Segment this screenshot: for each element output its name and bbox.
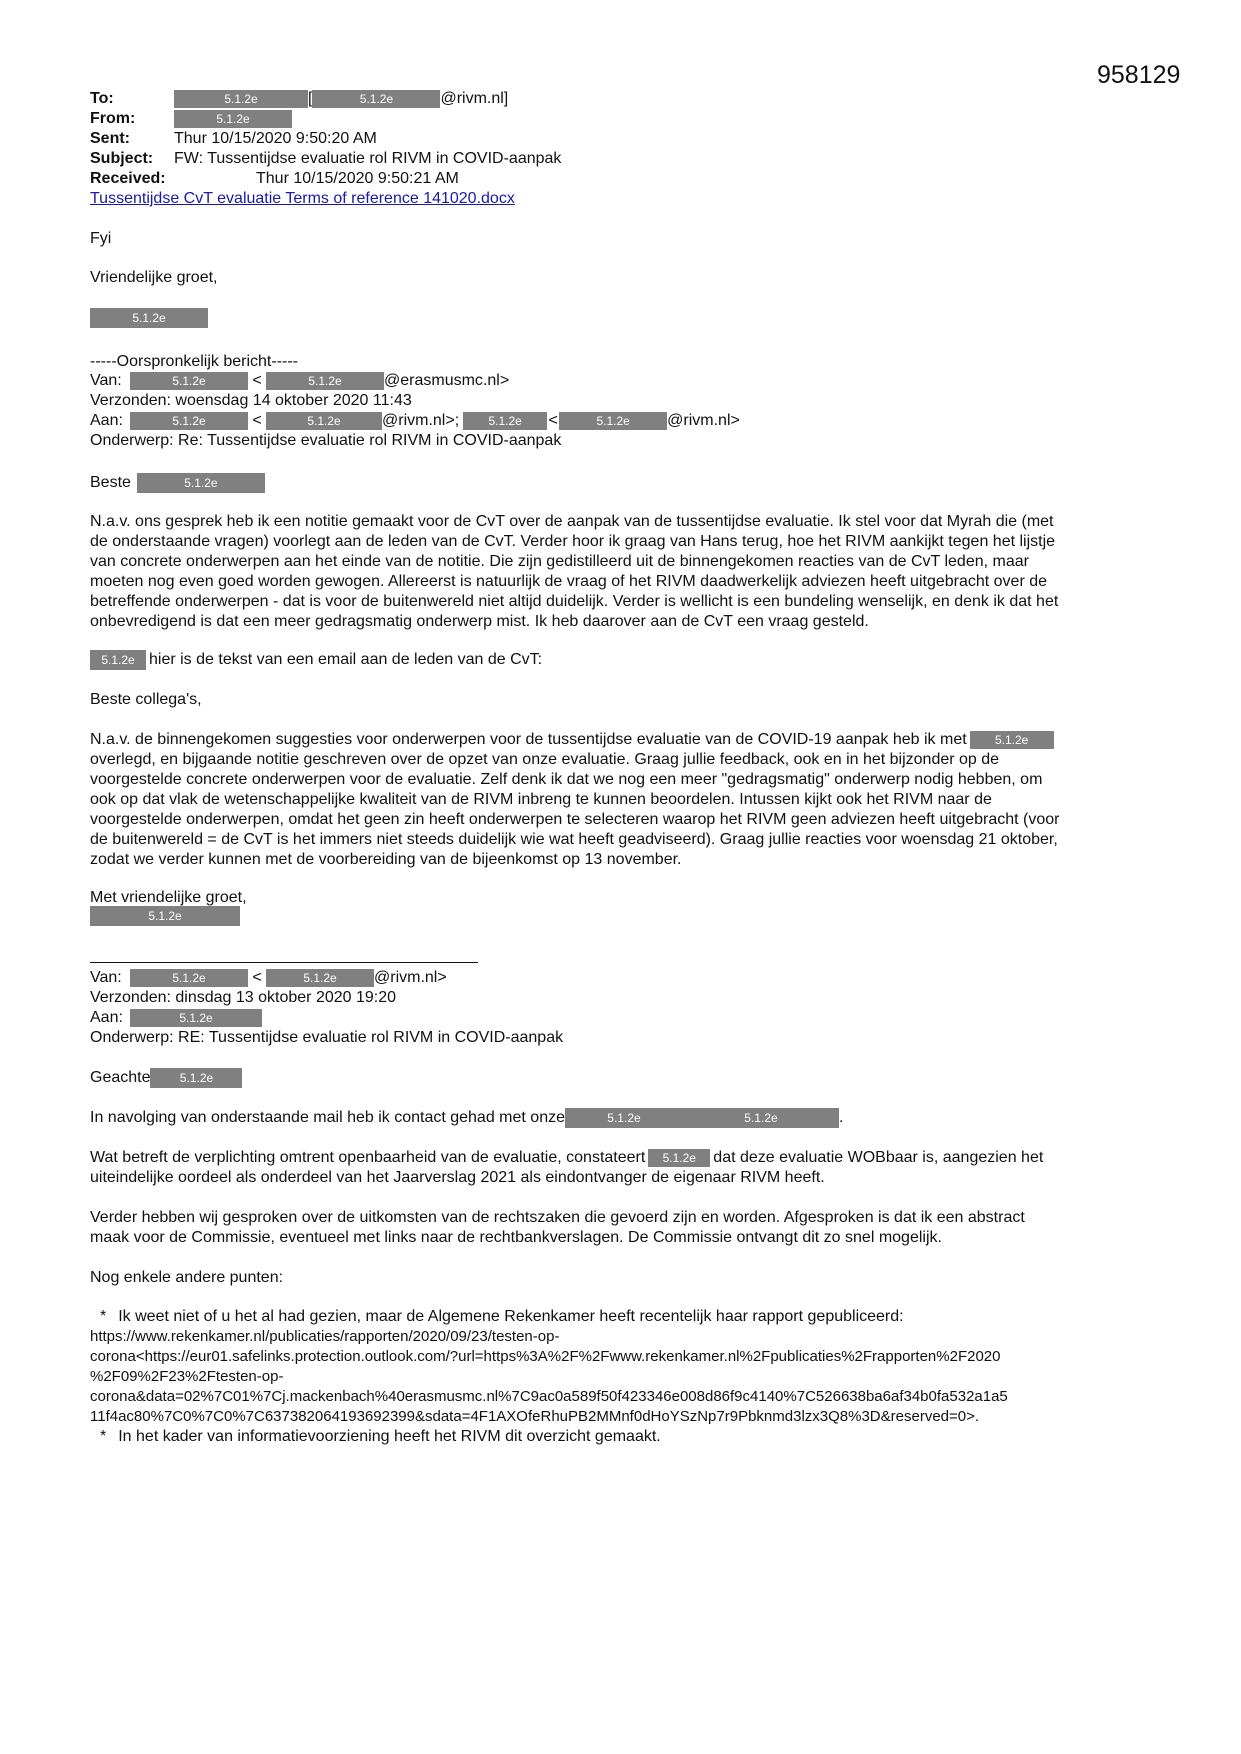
- msg1-van-row: [90, 371, 1150, 391]
- bullet-item-1: [100, 1307, 904, 1327]
- lt: <: [252, 412, 262, 429]
- msg1-onderwerp: Onderwerp: Re: Tussentijdse evaluatie rol RIVM in COVID-aanpak: [90, 432, 562, 449]
- msg2-salutation-row: [90, 1068, 1150, 1088]
- url-line[interactable]: https://www.rekenkamer.nl/publicaties/rapporten/2020/09/23/testen-op-: [90, 1328, 560, 1345]
- redaction: 5.1.2e: [174, 90, 308, 108]
- contact-row: [90, 1108, 1150, 1128]
- msg2-paragraph-1: [90, 1148, 1155, 1188]
- closing-text: Met vriendelijke groet,: [90, 889, 247, 906]
- body-line: Verder hebben wij gesproken over de uitkomsten van de rechtszaken die gevoerd zijn en worden. Afgesproken is dat ik een abstract: [90, 1209, 1025, 1226]
- header-received-row: [90, 169, 1150, 189]
- body-line: onbevredigend is dat een meer gedragsmatig onderwerp mist. Ik heb daarover aan de CvT een vraag gesteld.: [90, 613, 869, 630]
- lt: <: [252, 969, 262, 986]
- redaction: 5.1.2e: [174, 110, 292, 128]
- lt: <: [252, 372, 262, 389]
- redaction: 5.1.2e: [130, 412, 248, 430]
- other-points: Nog enkele andere punten:: [90, 1269, 284, 1286]
- email-intro: hier is de tekst van een email aan de leden van de CvT:: [149, 651, 543, 669]
- body-line: moeten nog even goed worden gewogen. Allereerst is natuurlijk de vraag of het RIVM daadwerkelijk adviezen heeft uitgebracht over de: [90, 573, 1048, 590]
- bullet-mark: *: [100, 1308, 107, 1325]
- body-line: dat deze evaluatie WOBbaar is, aangezien het: [713, 1149, 1044, 1166]
- email-body-paragraph: [90, 730, 1155, 870]
- redaction: 5.1.2e: [130, 372, 248, 390]
- body-line: betreffende onderwerpen - dat is voor de buitenwereld niet altijd duidelijk. Verder is wellicht is een bundeling wenselijk, en denk ik dat het: [90, 593, 1059, 610]
- redaction: 5.1.2e: [266, 412, 382, 430]
- msg2-aan-row: [90, 1008, 1150, 1028]
- attachment-row: [90, 189, 1150, 209]
- van-label: Van:: [90, 969, 122, 986]
- redaction: 5.1.2e: [137, 473, 265, 493]
- document-id: 958129: [1097, 61, 1181, 89]
- body-line: voorgestelde onderwerpen, omdat het geen zin heeft onderwerpen te selecteren waarop het RIVM geen adviezen heeft uitgebracht (voor: [90, 811, 1060, 828]
- body-line: N.a.v. ons gesprek heb ik een notitie gemaakt voor de CvT over de aanpak van de tussentijdse evaluatie. Ik stel voor dat Myrah die (met: [90, 513, 1054, 530]
- msg2-van-row: [90, 968, 1150, 988]
- body-line: de buitenwereld = de CvT is het immers niet steeds duidelijk wie wat heeft geadviseerd). Graag jullie reacties voor woensdag 21 oktober,: [90, 831, 1058, 848]
- body-line: N.a.v. de binnengekomen suggesties voor onderwerpen voor de tussentijdse evaluatie van de COVID-19 aanpak heb ik met: [90, 731, 967, 748]
- msg2-onderwerp: Onderwerp: RE: Tussentijdse evaluatie rol RIVM in COVID-aanpak: [90, 1029, 564, 1046]
- msg1-aan-row: [90, 411, 1150, 431]
- redaction: 5.1.2e: [90, 650, 146, 670]
- period: .: [838, 1109, 844, 1127]
- closing-signature: [90, 906, 1150, 926]
- sent-value: Thur 10/15/2020 9:50:20 AM: [174, 130, 377, 147]
- subject-label: Subject:: [90, 150, 154, 167]
- bullet-item-2: [100, 1427, 661, 1447]
- redaction: 5.1.2e: [559, 412, 667, 430]
- salutation: Beste: [90, 474, 131, 492]
- colleagues-greeting: Beste collega's,: [90, 691, 202, 708]
- url-line[interactable]: corona<https://eur01.safelinks.protection.outlook.com/?url=https%3A%2F%2Fwww.rekenkamer.nl%2Fpublicaties%2Frapporten%2F2020: [90, 1348, 1001, 1365]
- url-line[interactable]: corona&data=02%7C01%7Cj.mackenbach%40erasmusmc.nl%7C9ac0a589f50f423346e008d86f9c4140%7C526638ba6af34b0fa532a1a5: [90, 1388, 1008, 1405]
- msg2-verzonden: Verzonden: dinsdag 13 oktober 2020 19:20: [90, 989, 397, 1006]
- bullet-mark: *: [100, 1428, 107, 1445]
- to-suffix: @rivm.nl]: [440, 90, 509, 107]
- fyi-text: Fyi: [90, 230, 112, 247]
- header-sent-row: [90, 129, 1150, 149]
- url-line[interactable]: 11f4ac80%7C0%7C0%7C637382064193692399&sdata=4F1AXOfeRhuPB2MMnf0dHoYSzNp7r9Pbknmd3lzx3Q8%3D&reserved=0>.: [90, 1408, 980, 1425]
- body-line: voorgestelde concrete onderwerpen voor de evaluatie. Zelf denk ik dat we nog een meer "gedragsmatig" onderwerp nodig hebben, om: [90, 771, 1043, 788]
- redaction: 5.1.2e: [970, 731, 1054, 749]
- van-label: Van:: [90, 372, 122, 389]
- salutation: Geachte: [90, 1069, 151, 1087]
- signature-row: [90, 308, 1150, 328]
- body-line: zodat we verder kunnen met de voorbereiding van de bijeenkomst op 13 november.: [90, 851, 682, 868]
- body-line: van concrete onderwerpen aan het einde van de notitie. Die zijn gedistilleerd uit de binnengekomen reacties van de CvT leden, maar: [90, 553, 1029, 570]
- to-label: To:: [90, 90, 114, 107]
- subject-value: FW: Tussentijdse evaluatie rol RIVM in COVID-aanpak: [174, 150, 562, 167]
- redaction: 5.1.2e: [683, 1108, 839, 1128]
- redaction: 5.1.2e: [130, 969, 248, 987]
- attachment-link[interactable]: Tussentijdse CvT evaluatie Terms of reference 141020.docx: [90, 190, 515, 207]
- aan-sep: @rivm.nl>;: [382, 412, 460, 429]
- body-line: Wat betreft de verplichting omtrent openbaarheid van de evaluatie, constateert: [90, 1149, 646, 1166]
- lt: <: [548, 412, 558, 429]
- contact-line: In navolging van onderstaande mail heb ik contact gehad met onze: [90, 1109, 565, 1127]
- received-value: Thur 10/15/2020 9:50:21 AM: [256, 170, 459, 187]
- body-line: overlegd, en bijgaande notitie geschreven over de opzet van onze evaluatie. Graag jullie feedback, ook en in het bijzonder op de: [90, 751, 1000, 768]
- body-line: ook op dat vlak de wetenschappelijke kwaliteit van de RIVM inbreng te kunnen beoordelen. Intussen kijkt ook het RIVM naar de: [90, 791, 992, 808]
- header-subject-row: [90, 149, 1150, 169]
- from-label: From:: [90, 110, 136, 127]
- redaction: 5.1.2e: [90, 308, 208, 328]
- msg2-paragraph-2: [90, 1208, 1155, 1248]
- redaction: 5.1.2e: [565, 1108, 683, 1128]
- header-from-row: [90, 109, 1150, 129]
- separator-line: [90, 962, 478, 963]
- body-line: de onderstaande vragen) voorlegt aan de leden van de CvT. Verder hoor ik graag van Hans terug, hoe het RIVM aankijkt tegen het lijstje: [90, 533, 1056, 550]
- received-label: Received:: [90, 170, 166, 187]
- bullet-text: Ik weet niet of u het al had gezien, maar de Algemene Rekenkamer heeft recentelijk haar rapport gepubliceerd:: [118, 1308, 904, 1325]
- redaction: 5.1.2e: [150, 1068, 242, 1088]
- redaction: 5.1.2e: [648, 1149, 710, 1167]
- msg1-verzonden: Verzonden: woensdag 14 oktober 2020 11:43: [90, 392, 412, 409]
- aan-label: Aan:: [90, 412, 123, 429]
- redaction: 5.1.2e: [266, 969, 374, 987]
- van-suffix: @rivm.nl>: [374, 969, 447, 986]
- greeting-text: Vriendelijke groet,: [90, 269, 218, 286]
- email-intro-row: [90, 650, 1150, 670]
- redaction: 5.1.2e: [312, 90, 440, 108]
- msg1-body-paragraph: [90, 512, 1155, 632]
- sent-label: Sent:: [90, 130, 130, 147]
- redaction: 5.1.2e: [463, 412, 547, 430]
- aan-label: Aan:: [90, 1009, 123, 1026]
- body-line: uiteindelijke oordeel als onderdeel van het Jaarverslag 2021 als eindontvanger de eigenaar RIVM heeft.: [90, 1169, 825, 1186]
- header-to-row: [90, 89, 1150, 109]
- original-message-marker: -----Oorspronkelijk bericht-----: [90, 353, 299, 370]
- aan-suffix: @rivm.nl>: [667, 412, 740, 429]
- redaction: 5.1.2e: [90, 906, 240, 926]
- to-bracket: [: [308, 90, 313, 107]
- msg1-salutation-row: [90, 473, 1150, 493]
- body-line: maak voor de Commissie, eventueel met links naar de rechtbankverslagen. De Commissie ontvangt dit zo snel mogelijk.: [90, 1229, 942, 1246]
- van-suffix: @erasmusmc.nl>: [384, 372, 510, 389]
- p1-line-1: [90, 1148, 1155, 1168]
- url-line[interactable]: %2F09%2F23%2Ftesten-op-: [90, 1368, 284, 1385]
- redaction: 5.1.2e: [266, 372, 384, 390]
- bullet-text: In het kader van informatievoorziening heeft het RIVM dit overzicht gemaakt.: [118, 1428, 661, 1445]
- email-line-first: [90, 730, 1155, 750]
- rekenkamer-url: [90, 1327, 1160, 1427]
- redaction: 5.1.2e: [130, 1009, 262, 1027]
